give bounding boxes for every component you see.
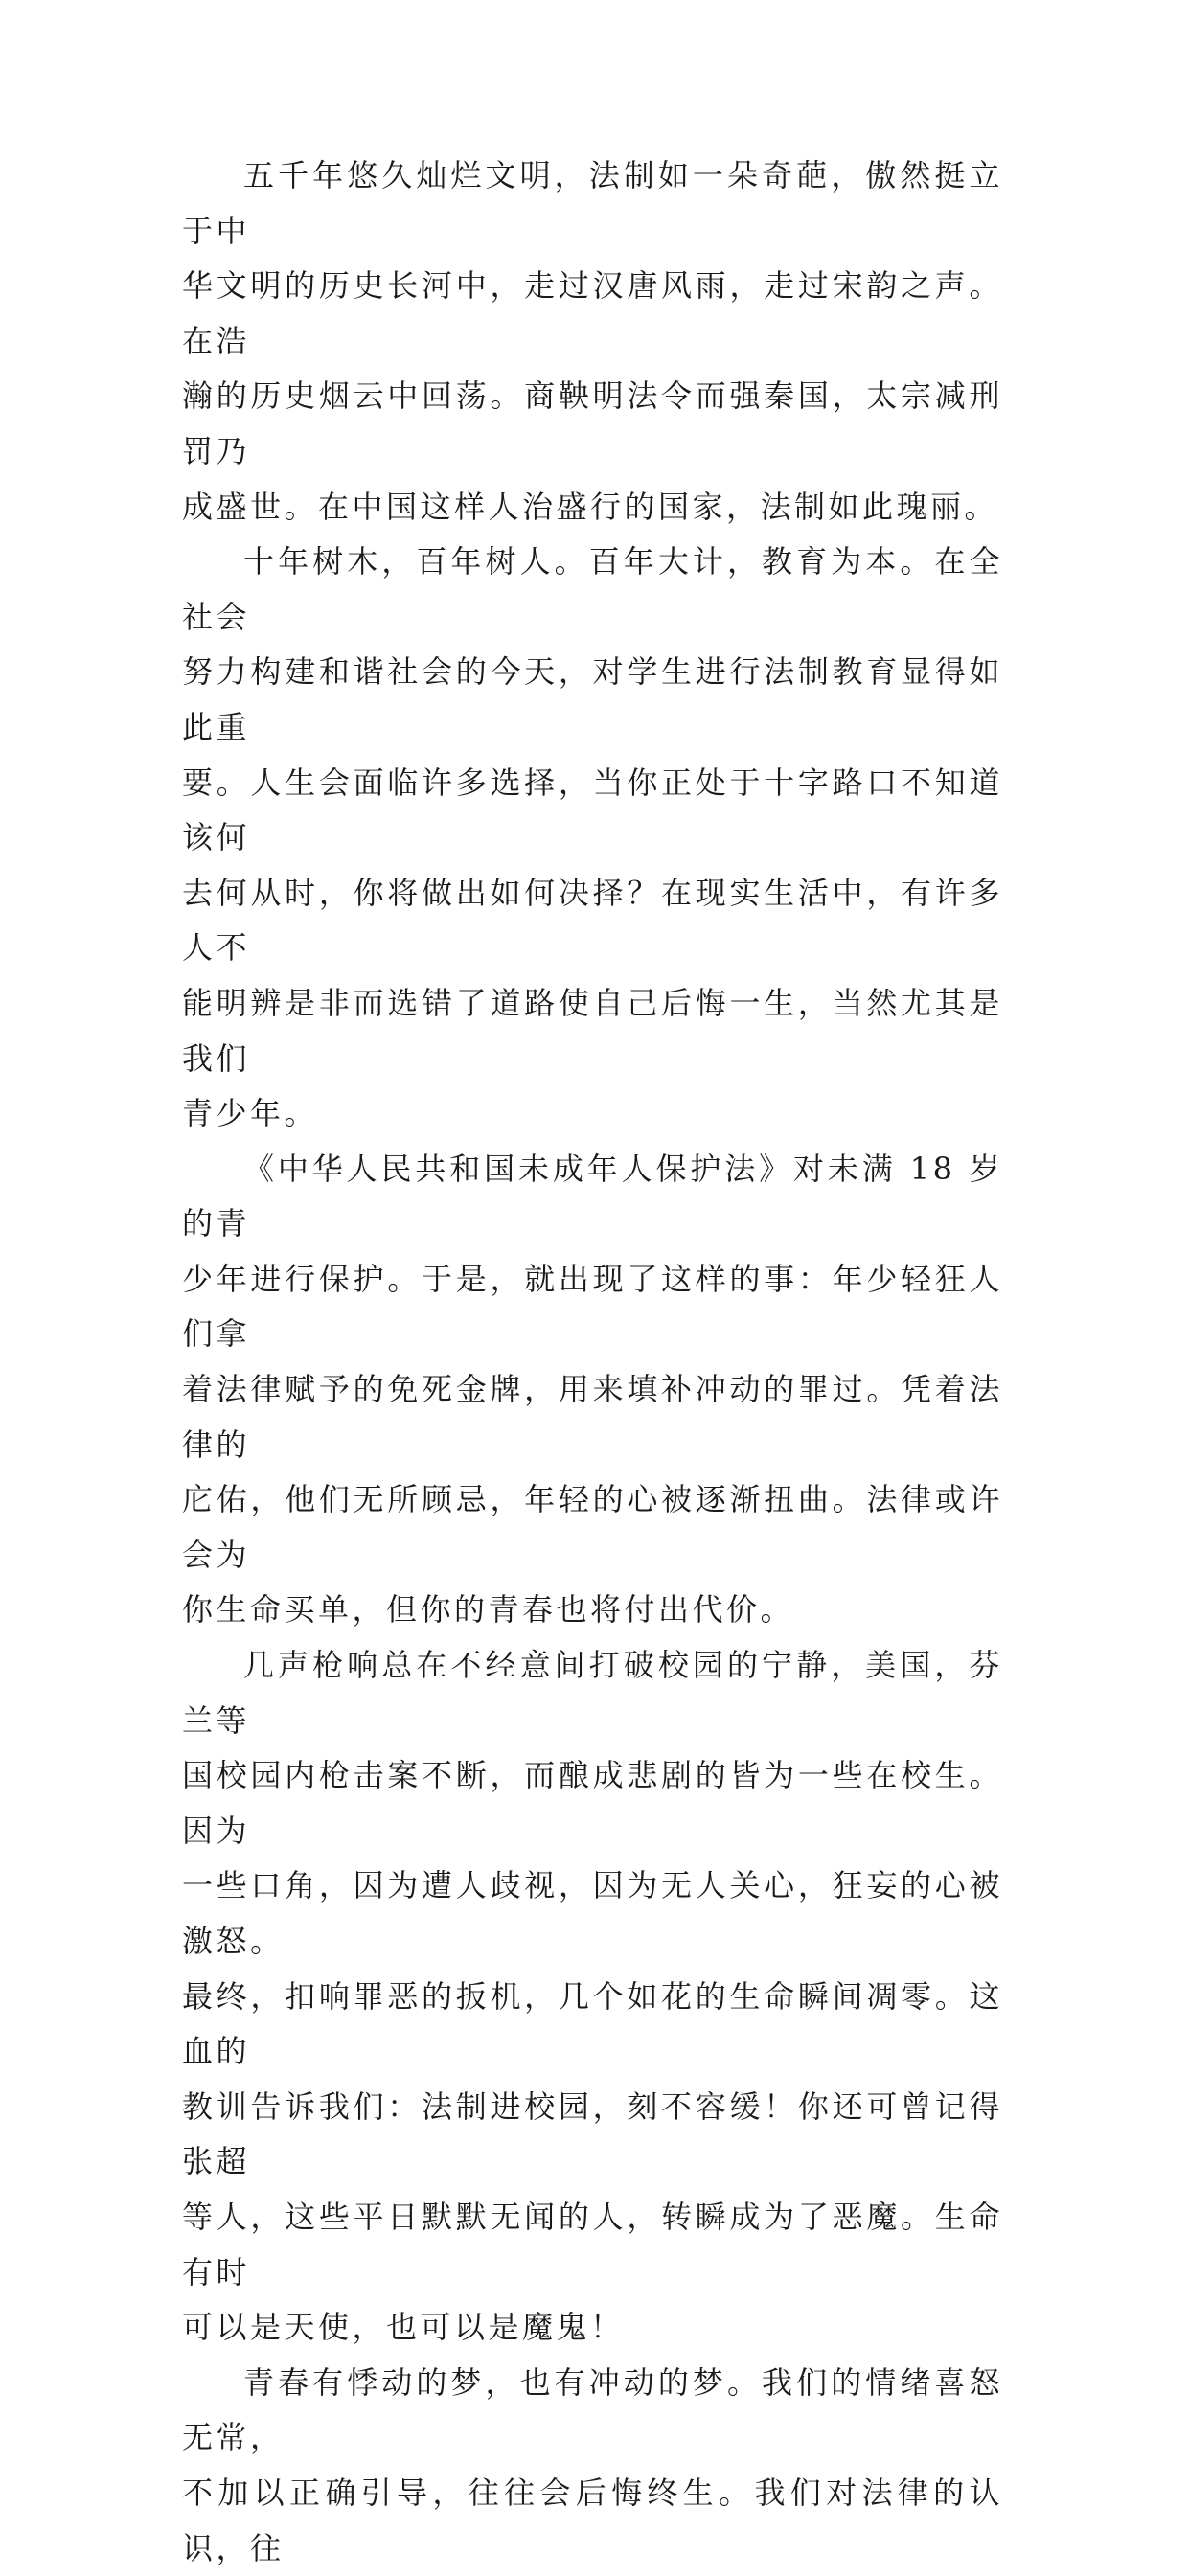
paragraph-5: 青春有悸动的梦，也有冲动的梦。我们的情绪喜怒无常， 不加以正确引导，往往会后悔终生。我们对法律的认识，往 [182, 2363, 1003, 2566]
paragraph-3: 《中华人民共和国未成年人保护法》对未满 18 岁的青 少年进行保护。于是，就出现了这样的事：年少轻狂人们拿 着法律赋予的免死金牌，用来填补冲动的罪过。凭着法律的 庀佑，他们无所顾忌，年轻的心被逐渐扭曲。法律或许会为 你生命买单，但你的青春也将付出代价。 [182, 1150, 1003, 1629]
paragraph-1: 五千年悠久灿烂文明，法制如一朵奇葩，傲然挺立于中 华文明的历史长河中，走过汉唐风雨，走过宋韵之声。在浩 瀚的历史烟云中回荡。商鞅明法令而强秦国，太宗减刑罚乃 成盛世。在中国这样人治盛行的国家，法制如此瑰丽。 [182, 157, 1003, 525]
document-body [182, 148, 1003, 2576]
paragraph-2: 十年树木，百年树人。百年大计，教育为本。在全社会 努力构建和谐社会的今天，对学生进行法制教育显得如此重 要。人生会面临许多选择，当你正处于十字路口不知道该何 去何从时，你将做出如何决择？在现实生活中，有许多人不 能明辨是非而选错了道路使自己后悔一生，当然尤其是我们 青少年。 [182, 543, 1003, 1132]
paragraph-4: 几声枪响总在不经意间打破校园的宁静，美国，芬兰等 国校园内枪击案不断，而酿成悲剧的皆为一些在校生。因为 一些口角，因为遭人歧视，因为无人关心，狂妄的心被激怒。 最终，扣响罪恶的扳机，几个如花的生命瞬间凋零。这血的 教训告诉我们：法制进校园，刻不容缓！你还可曾记得张超 等人，这些平日默默无闻的人，转瞬成为了恶魔。生命有时 可以是天使，也可以是魔鬼！ [182, 1647, 1003, 2346]
